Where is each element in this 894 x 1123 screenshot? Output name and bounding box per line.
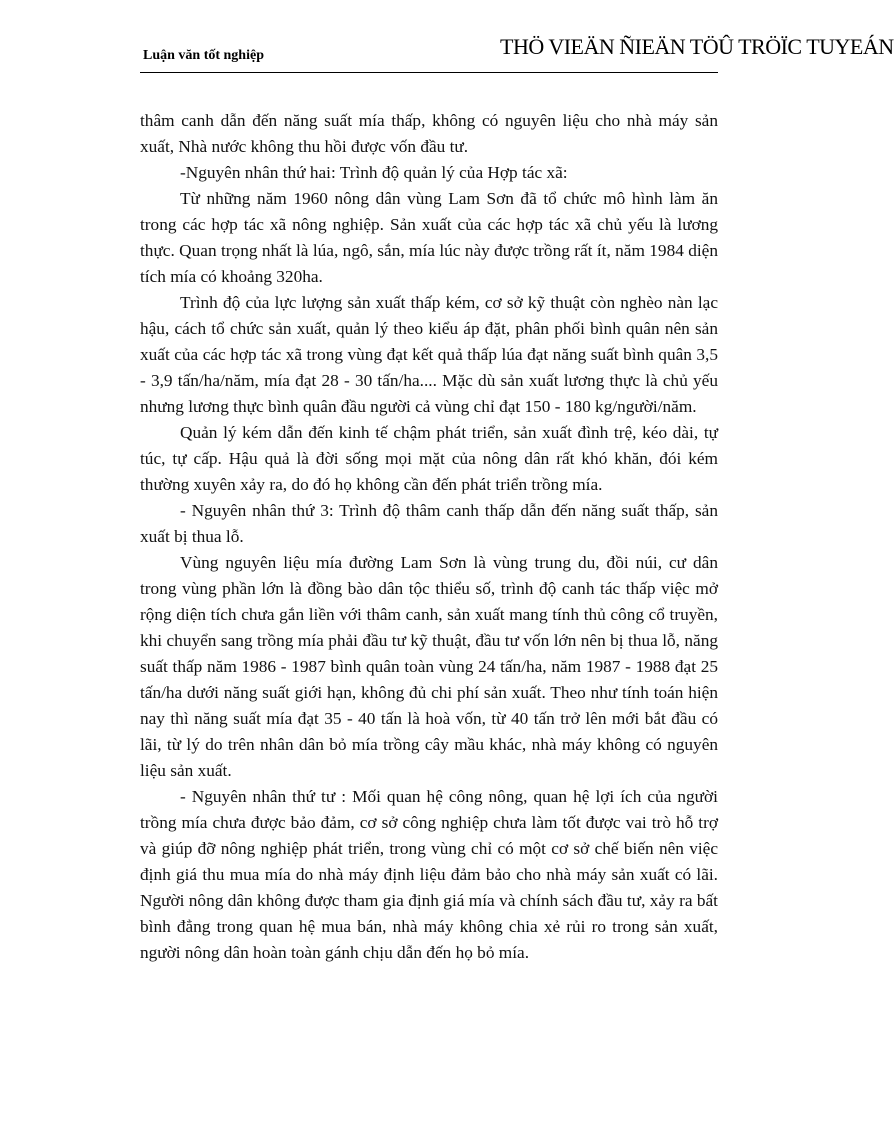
header-library-title: THÖ VIEÄN ÑIEÄN TÖÛ TRÖÏC TUYEÁN (500, 34, 894, 59)
paragraph-cause-two-heading: -Nguyên nhân thứ hai: Trình độ quản lý của Hợp tác xã: (180, 163, 568, 182)
header-rule (140, 72, 718, 73)
paragraph-production-level: Trình độ của lực lượng sản xuất thấp kém, cơ sở kỹ thuật còn nghèo nàn lạc hậu, cách tổ chức sản xuất, quản lý theo kiểu áp đặt, phân phối bình quân nên sản xuất của các hợp tác xã trong vùng đạt kết quả thấp lúa đạt năng suất bình quân 3,5 - 3,9 tấn/ha/năm, mía đạt 28 - 30 tấn/ha.... Mặc dù sản xuất lương thực là chủ yếu nhưng lương thực bình quân đầu người cả vùng chỉ đạt 150 - 180 kg/người/năm. (140, 293, 718, 416)
header-thesis-label: Luận văn tốt nghiệp (143, 48, 264, 63)
paragraph-cooperatives: Từ những năm 1960 nông dân vùng Lam Sơn đã tổ chức mô hình làm ăn trong các hợp tác xã nông nghiệp. Sản xuất của các hợp tác xã chủ yếu là lương thực. Quan trọng nhất là lúa, ngô, sắn, mía lúc này được trồng rất ít, năm 1984 diện tích mía có khoảng 320ha. (140, 189, 718, 286)
paragraph-cause-four: - Nguyên nhân thứ tư : Mối quan hệ công nông, quan hệ lợi ích của người trồng mía chưa được bảo đảm, cơ sở công nghiệp chưa làm tốt được vai trò hỗ trợ và giúp đỡ nông nghiệp phát triển, trong vùng chỉ có một cơ sở chế biến nên việc định giá thu mua mía do nhà máy định liệu đảm bảo cho nhà máy sản xuất có lãi. Người nông dân không được tham gia định giá mía và chính sách đầu tư, xảy ra bất bình đẳng trong quan hệ mua bán, nhà máy không chia xẻ rủi ro trong sản xuất, người nông dân hoàn toàn gánh chịu dẫn đến họ bỏ mía. (140, 787, 718, 962)
paragraph-raw-material-area: Vùng nguyên liệu mía đường Lam Sơn là vùng trung du, đồi núi, cư dân trong vùng phần lớn là đồng bào dân tộc thiểu số, trình độ canh tác thấp việc mở rộng diện tích chưa gắn liền với thâm canh, sản xuất mang tính thủ công cổ truyền, khi chuyển sang trồng mía phải đầu tư kỹ thuật, đầu tư vốn lớn nên bị thua lỗ, năng suất thấp năm 1986 - 1987 bình quân toàn vùng 24 tấn/ha, năm 1987 - 1988 đạt 25 tấn/ha dưới năng suất giới hạn, không đủ chi phí sản xuất. Theo như tính toán hiện nay thì năng suất mía đạt 35 - 40 tấn là hoà vốn, từ 40 tấn trở lên mới bắt đầu có lãi, từ lý do trên nhân dân bỏ mía trồng cây mầu khác, nhà máy không có nguyên liệu sản xuất. (140, 553, 718, 780)
paragraph-poor-management: Quản lý kém dẫn đến kinh tế chậm phát triển, sản xuất đình trệ, kéo dài, tự túc, tự cấp. Hậu quả là đời sống mọi mặt của nông dân rất khó khăn, đói kém thường xuyên xảy ra, do đó họ không cần đến phát triển trồng mía. (140, 423, 718, 494)
body-text (140, 108, 718, 966)
paragraph-continuation: thâm canh dẫn đến năng suất mía thấp, không có nguyên liệu cho nhà máy sản xuất, Nhà nước không thu hồi được vốn đầu tư. (140, 111, 718, 156)
paragraph-cause-three-heading: - Nguyên nhân thứ 3: Trình độ thâm canh thấp dẫn đến năng suất thấp, sản xuất bị thua lỗ. (140, 501, 718, 546)
